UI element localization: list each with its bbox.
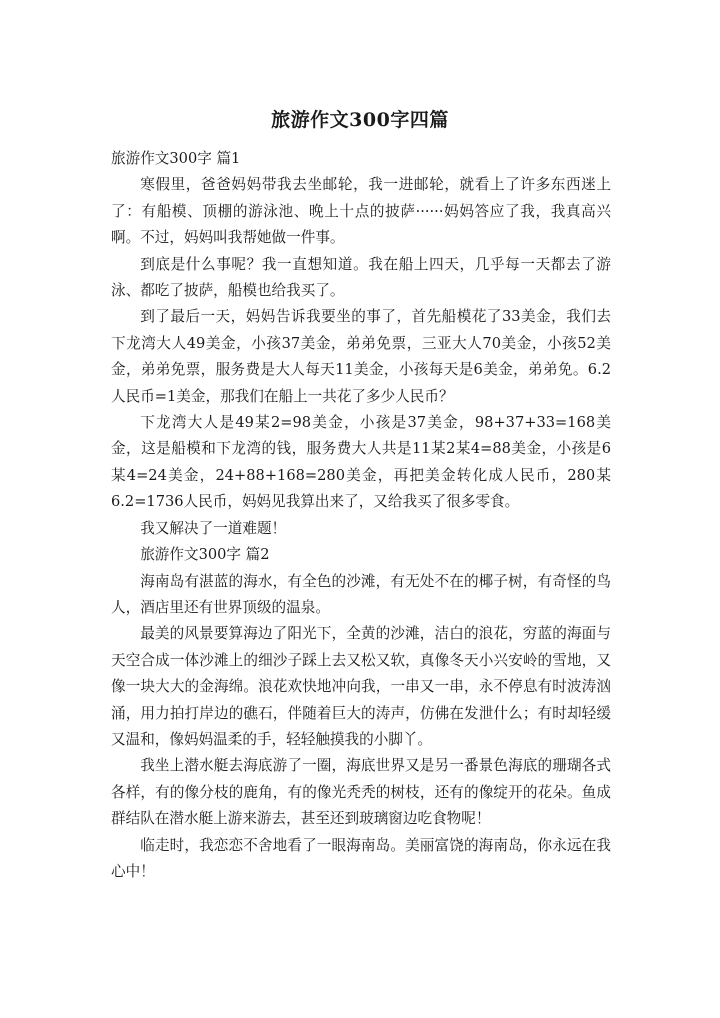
paragraph: 海南岛有湛蓝的海水，有全色的沙滩，有无处不在的椰子树，有奇怪的鸟人，酒店里还有世界顶级的温泉。 [111,572,611,616]
paragraph: 下龙湾大人是49某2=98美金，小孩是37美金，98+37+33=168美金，这是船模和下龙湾的钱，服务费大人共是11某2某4=88美金，小孩是6某4=24美金，24+88+168=280美金，再把美金转化成人民币，280某6.2=1736人民币，妈妈见我算出来了，又给我买了很多零食。 [111,414,611,511]
paragraph: 寒假里，爸爸妈妈带我去坐邮轮，我一进邮轮，就看上了许多东西迷上了：有船模、顶棚的游泳池、晚上十点的披萨······妈妈答应了我，我真高兴啊。不过，妈妈叫我帮她做一件事。 [111,176,611,247]
section-heading: 旅游作文300字 篇2 [140,546,270,564]
paragraph: 最美的风景要算海边了阳光下，全黄的沙滩，洁白的浪花，穷蓝的海面与天空合成一体沙滩上的细沙子踩上去又松又软，真像冬天小兴安岭的雪地，又像一块大大的金海绵。浪花欢快地冲向我，一串又一串，永不停息有时波涛汹涌，用力拍打岸边的礁石，伴随着巨大的涛声，仿佛在发泄什么；有时却轻缓又温和，像妈妈温柔的手，轻轻触摸我的小脚丫。 [111,625,611,748]
section-heading: 旅游作文300字 篇1 [111,150,241,167]
document-body [111,146,611,885]
paragraph: 我坐上潜水艇去海底游了一圈，海底世界又是另一番景色海底的珊瑚各式各样，有的像分枝的鹿角，有的像光秃秃的树枝，还有的像绽开的花朵。鱼成群结队在潜水艇上游来游去，甚至还到玻璃窗边吃食物呢！ [111,757,611,828]
paragraph: 临走时，我恋恋不舍地看了一眼海南岛。美丽富饶的海南岛，你永远在我心中！ [111,836,611,880]
paragraph: 我又解决了一道难题！ [140,519,287,537]
document-title: 旅游作文300字四篇 [271,109,449,131]
paragraph: 到底是什么事呢？我一直想知道。我在船上四天，几乎每一天都去了游泳、都吃了披萨，船模也给我买了。 [111,255,611,300]
paragraph: 到了最后一天，妈妈告诉我要坐的事了，首先船模花了33美金，我们去下龙湾大人49美金，小孩37美金，弟弟免票，三亚大人70美金，小孩52美金，弟弟免票，服务费是大人每天11美金，小孩每天是6美金，弟弟免。6.2人民币=1美金，那我们在船上一共花了多少人民币？ [111,308,611,405]
